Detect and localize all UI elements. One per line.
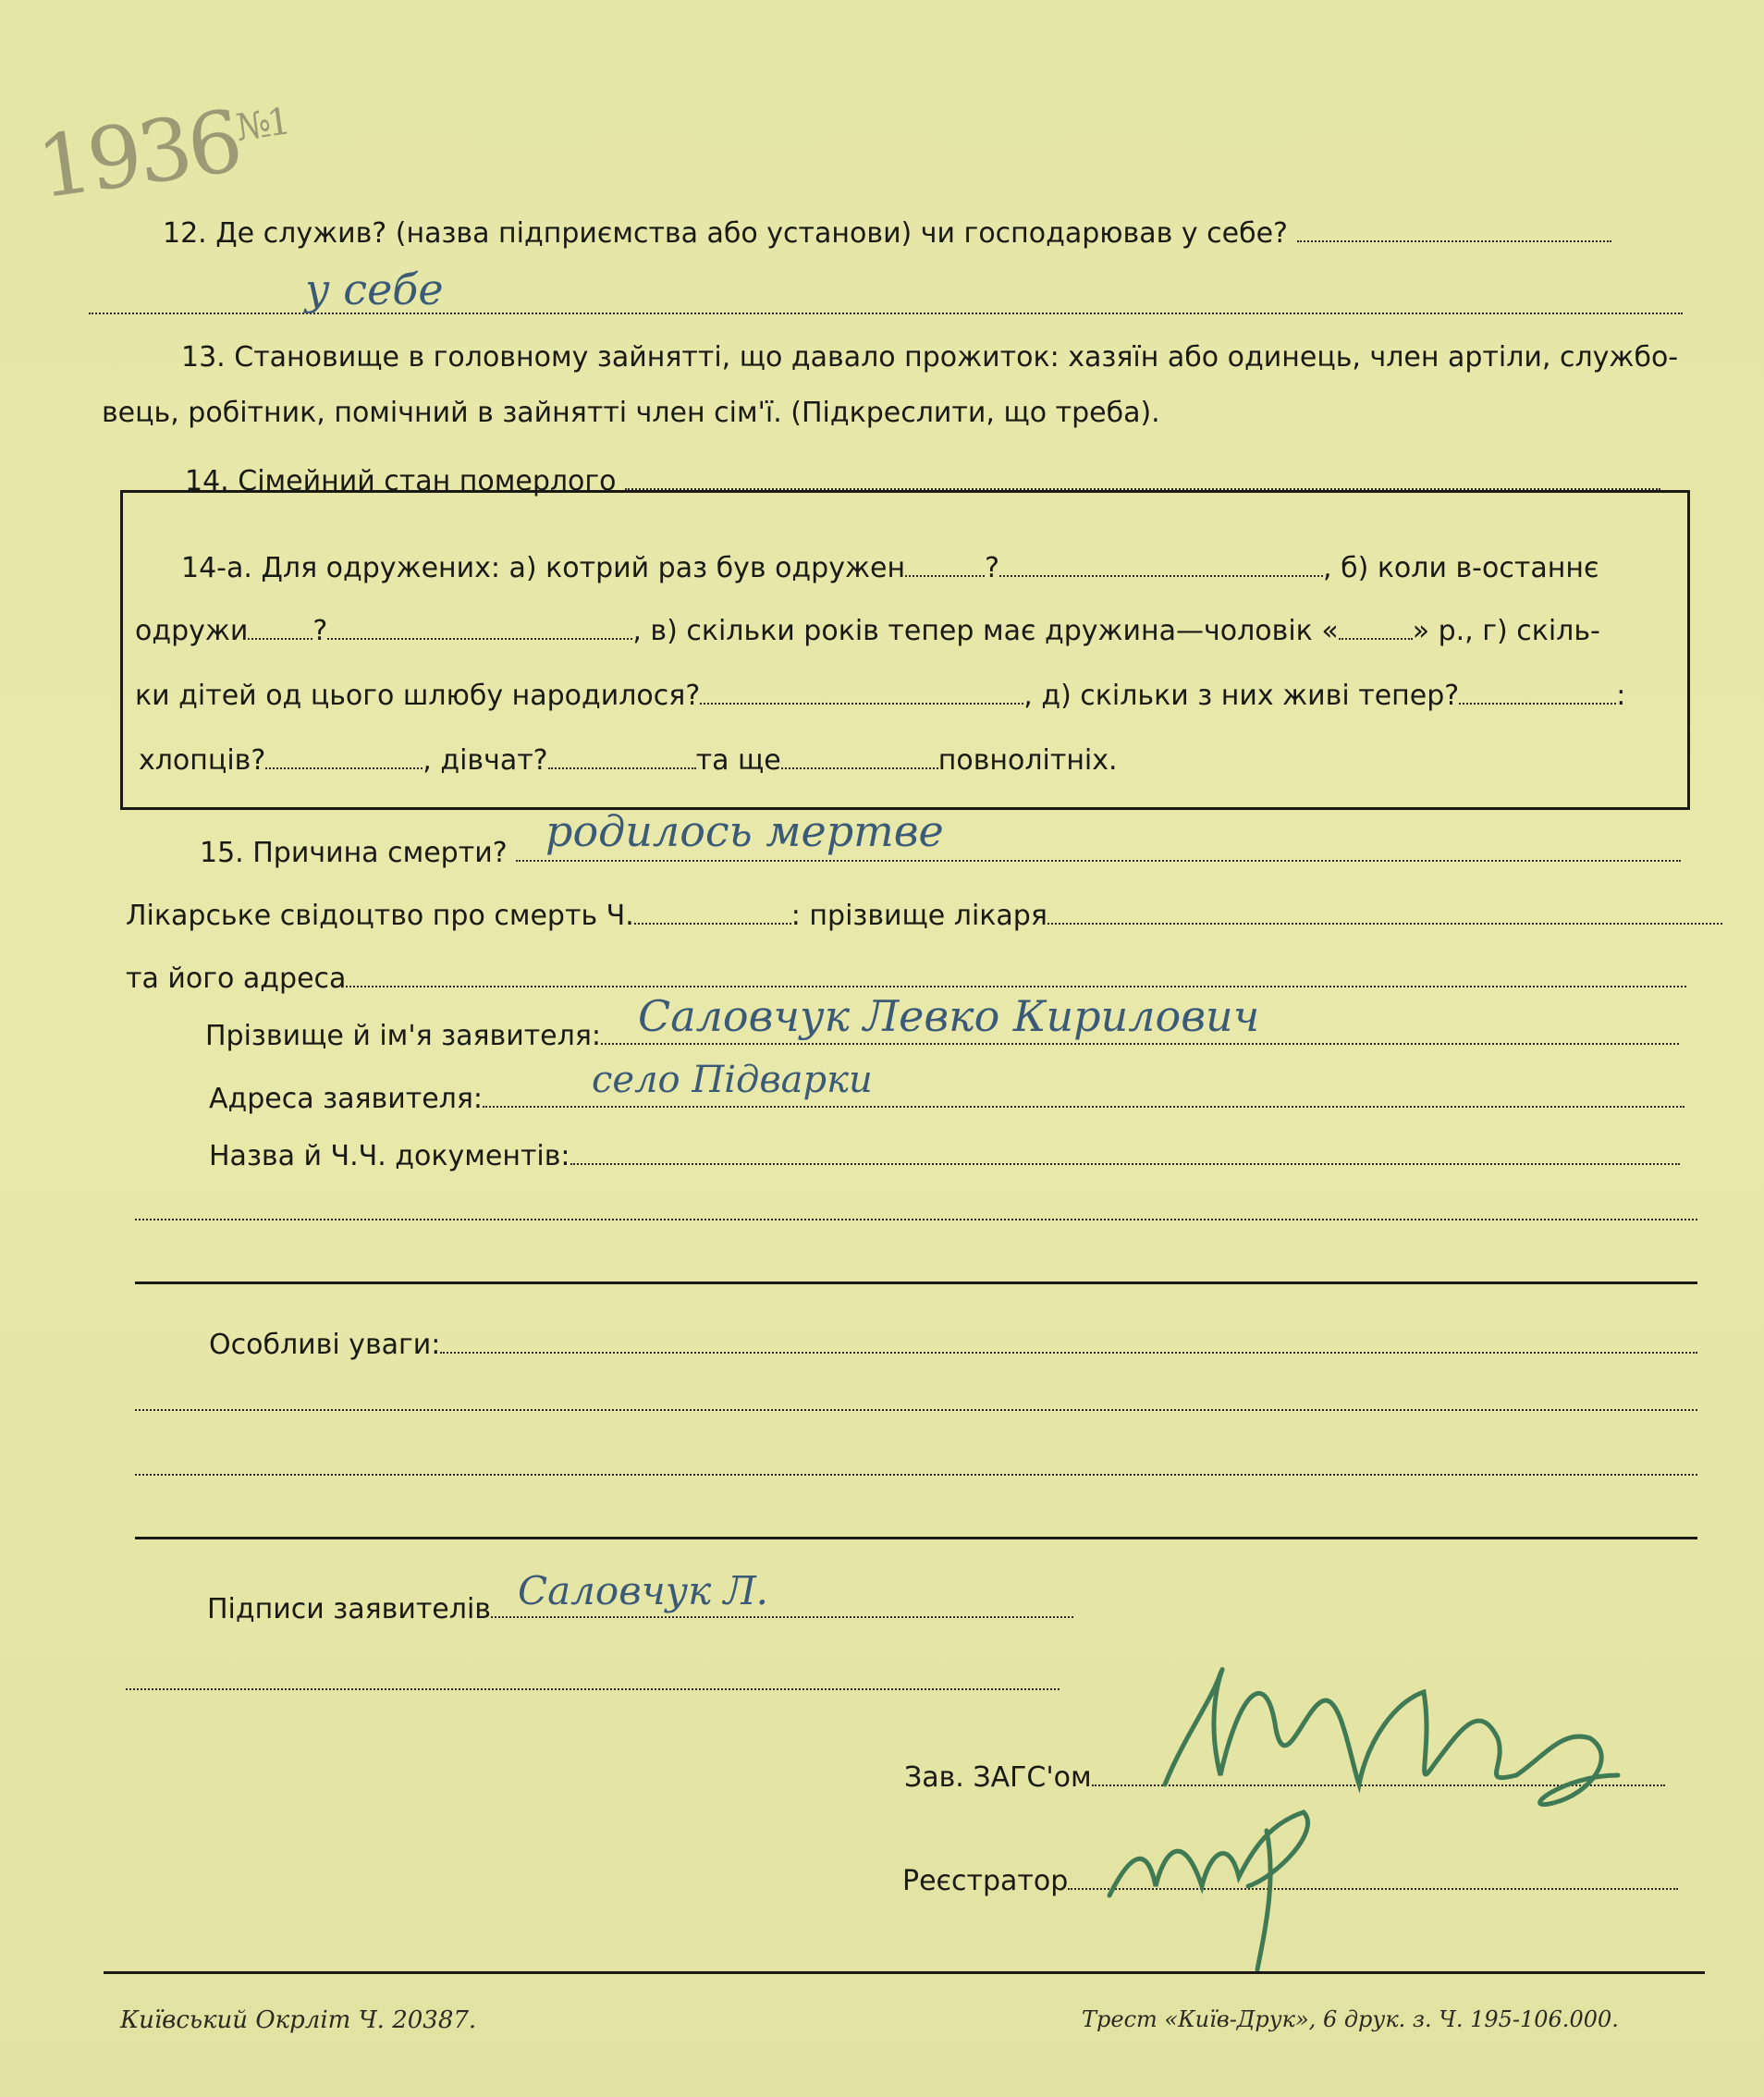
archive-number-mark: $1936^{№1}$ bbox=[31, 92, 290, 218]
applicant-name-line: Прізвище й ім'я заявителя: bbox=[205, 1023, 1679, 1050]
q15-answer: родилось мертве bbox=[545, 806, 944, 856]
q12-answer: у себе bbox=[305, 264, 444, 314]
q15-label: 15. Причина смерти? bbox=[200, 837, 508, 869]
notes-line: Особливі уваги: bbox=[209, 1331, 1697, 1359]
applicant-name-value: Саловчук Левко Кирилович bbox=[638, 991, 1260, 1041]
medical-address-line: та його адреса bbox=[126, 965, 1686, 993]
q14a-line-2: одружи ? , в) скільки років тепер має дружина—чоловік « » р., г) скіль- bbox=[135, 615, 1600, 647]
applicant-signature: Саловчук Л. bbox=[518, 1568, 768, 1613]
registrar-signature bbox=[1091, 1794, 1368, 1979]
q12-label: 12. Де служив? (назва підприємства або установи) чи господарював у себе? bbox=[163, 217, 1288, 250]
q13-line-2: вець, робітник, помічний в зайнятті член сім'ї. (Підкреслити, що треба). bbox=[102, 397, 1160, 429]
notes-extra-line-2 bbox=[135, 1474, 1697, 1476]
registrar-line: Реєстратор bbox=[902, 1868, 1678, 1895]
footer-rule bbox=[104, 1971, 1705, 1974]
signatures-extra-line bbox=[126, 1688, 1060, 1690]
head-line: Зав. ЗАГС'ом bbox=[904, 1764, 1665, 1792]
q14a-line-1: 14-а. Для одружених: а) котрий раз був одружен ? , б) коли в-останнє bbox=[181, 552, 1599, 584]
notes-extra-line-1 bbox=[135, 1409, 1697, 1411]
q14a-line-3: ки дітей од цього шлюбу народилося? , д) скільки з них живі тепер? : bbox=[135, 680, 1626, 712]
footer-printer-left: Київський Окрліт Ч. 20387. bbox=[120, 2006, 477, 2034]
section-rule-1 bbox=[135, 1282, 1697, 1284]
applicant-address-line: Адреса заявителя: bbox=[209, 1085, 1684, 1113]
q14a-line-4: хлопців? , дівчат? та ще повнолітніх. bbox=[139, 744, 1118, 777]
q13-line-1: 13. Становище в головному зайнятті, що давало прожиток: хазяїн або одинець, член артіли, службо- bbox=[181, 341, 1679, 374]
documents-extra-line bbox=[135, 1219, 1697, 1220]
footer-printer-right: Трест «Київ-Друк», 6 друк. з. Ч. 195-106.000. bbox=[1082, 2006, 1619, 2032]
q12-line bbox=[163, 217, 1611, 250]
medical-line: Лікарське свідоцтво про смерть Ч. : прізвище лікаря bbox=[126, 902, 1722, 930]
q14-label: 14. Сімейний стан померлого bbox=[185, 465, 617, 497]
section-rule-2 bbox=[135, 1537, 1697, 1539]
documents-line: Назва й Ч.Ч. документів: bbox=[209, 1143, 1680, 1171]
signatures-line: Підписи заявителів bbox=[207, 1596, 1073, 1624]
applicant-address-value: село Підварки bbox=[592, 1059, 873, 1101]
